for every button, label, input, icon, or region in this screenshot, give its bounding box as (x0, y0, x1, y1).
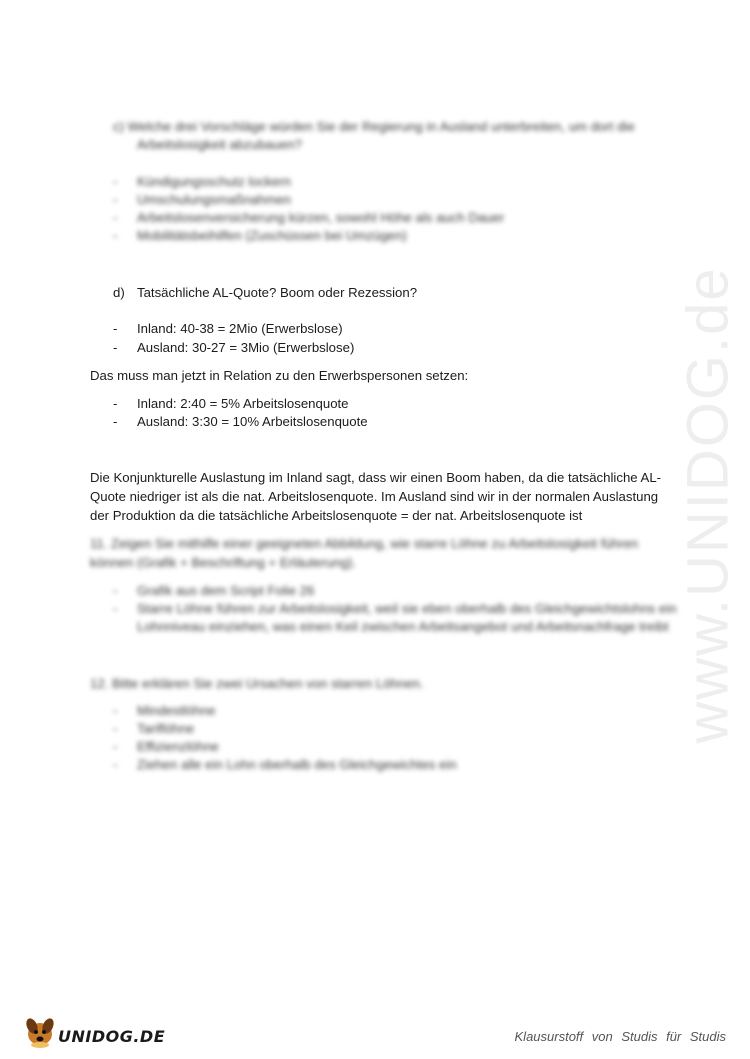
list-item: Grafik aus dem Script Folie 26 (137, 583, 315, 598)
relation-text: Das muss man jetzt in Relation zu den Erwerbspersonen setzen: (90, 368, 469, 383)
list-item: Ausland: 30-27 = 3Mio (Erwerbslose) (137, 340, 355, 355)
question-d-text: Tatsächliche AL-Quote? Boom oder Rezession? (137, 285, 418, 300)
question-d-label: d) (113, 285, 125, 300)
list-item: Umschulungsmaßnahmen (137, 192, 291, 207)
footer-slogan: Klausurstoff von Studis für Studis (514, 1029, 726, 1044)
paragraph-line: Die Konjunkturelle Auslastung im Inland sagt, dass wir einen Boom haben, da die tatsächliche AL- (90, 470, 662, 485)
bullet-dash: - (113, 739, 118, 754)
question-12: 12. Bitte erklären Sie zwei Ursachen von starren Löhnen. (90, 676, 424, 691)
bullet-dash: - (113, 583, 118, 598)
list-item: Kündigungsschutz lockern (137, 174, 291, 189)
bullet-dash: - (113, 721, 118, 736)
bullet-dash: - (113, 192, 118, 207)
paragraph-line: der Produktion da die tatsächliche Arbeitslosenquote = der nat. Arbeitslosenquote ist (90, 508, 583, 523)
bullet-dash: - (113, 396, 118, 411)
bullet-dash: - (113, 174, 118, 189)
list-item: Lohnniveau einziehen, was einen Keil zwischen Arbeitsangebot und Arbeitsnachfrage treibt (137, 619, 669, 634)
question-c-line2: Arbeitslosigkeit abzubauen? (137, 137, 302, 152)
question-11-line2: können (Grafik + Beschriftung + Erläuterung). (90, 555, 357, 570)
list-item: Ausland: 3:30 = 10% Arbeitslosenquote (137, 414, 368, 429)
list-item: Mobilitätsbeihilfen (Zuschüssen bei Umzügen) (137, 228, 407, 243)
logo-text: UNIDOG.DE (58, 1027, 166, 1046)
bullet-dash: - (113, 228, 118, 243)
list-item: Starre Löhne führen zur Arbeitslosigkeit, weil sie eben oberhalb des Gleichgewichtslohns ein (137, 601, 677, 616)
question-c-line1: c) Welche drei Vorschläge würden Sie der Regierung in Ausland unterbreiten, um dort die (113, 119, 635, 134)
list-item: Inland: 2:40 = 5% Arbeitslosenquote (137, 396, 349, 411)
list-item: Arbeitslosenversicherung kürzen, sowohl Höhe als auch Dauer (137, 210, 505, 225)
bullet-dash: - (113, 414, 118, 429)
question-11-line1: 11. Zeigen Sie mithilfe einer geeigneten Abbildung, wie starre Löhne zu Arbeitslosigkeit führen (90, 536, 639, 551)
list-item: Inland: 40-38 = 2Mio (Erwerbslose) (137, 321, 343, 336)
bullet-dash: - (113, 321, 118, 336)
list-item: Mindestlöhne (137, 703, 216, 718)
bullet-dash: - (113, 757, 118, 772)
watermark: www.UNIDOG.de (675, 266, 741, 744)
bullet-dash: - (113, 601, 118, 616)
bullet-dash: - (113, 210, 118, 225)
list-item: Ziehen alle ein Lohn oberhalb des Gleichgewichtes ein (137, 757, 457, 772)
list-item: Effizienzlöhne (137, 739, 219, 754)
list-item: Tariflöhne (137, 721, 195, 736)
paragraph-line: Quote niedriger ist als die nat. Arbeitslosenquote. Im Ausland sind wir in der normalen Auslastung (90, 489, 659, 504)
bullet-dash: - (113, 340, 118, 355)
bullet-dash: - (113, 703, 118, 718)
